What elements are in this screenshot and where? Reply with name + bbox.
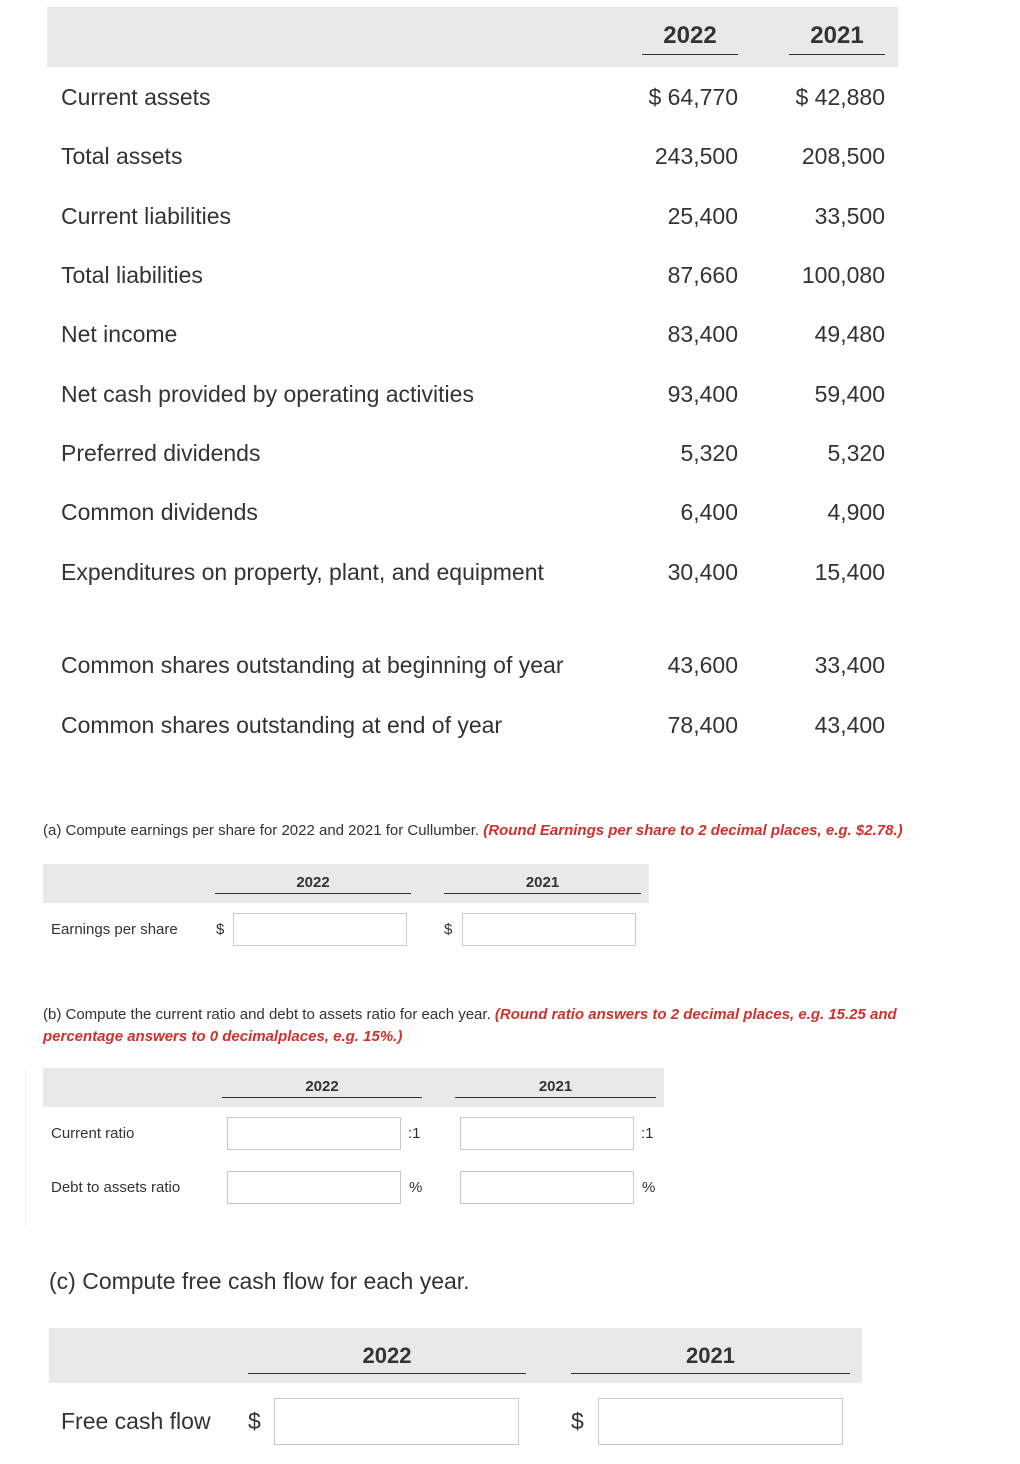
free-cash-flow-label: Free cash flow: [61, 1408, 211, 1434]
question-b-hint-1: (Round ratio answers to 2 decimal places, e.g. 15.25 and: [494, 1006, 897, 1023]
value-capex-2022: 30,400: [667, 559, 738, 585]
question-a-hint: (Round Earnings per share to 2 decimal places, e.g. $2.78.): [483, 822, 903, 839]
debt-to-assets-2022-unit: %: [409, 1179, 423, 1196]
value-current-assets-2022: $ 64,770: [648, 84, 738, 110]
eps-2021-input[interactable]: [462, 913, 636, 946]
value-current-liabilities-2022: 25,400: [667, 203, 738, 229]
question-b: [43, 1004, 897, 1048]
part-b-year-2022: 2022: [222, 1078, 422, 1098]
debt-to-assets-2022-input[interactable]: [227, 1171, 401, 1204]
row-label-shares-end: Common shares outstanding at end of year: [61, 712, 503, 738]
value-shares-end-2021: 43,400: [814, 712, 885, 738]
row-label-total-assets: Total assets: [61, 143, 183, 169]
row-label-current-liabilities: Current liabilities: [61, 203, 232, 229]
value-shares-end-2022: 78,400: [667, 712, 738, 738]
current-ratio-2021-input[interactable]: [460, 1117, 634, 1150]
value-net-cash-operating-2021: 59,400: [814, 381, 885, 407]
question-b-hint-2: percentage answers to 0 decimalplaces, e.g. 15%.): [43, 1028, 403, 1045]
value-net-income-2021: 49,480: [814, 321, 885, 347]
question-a-text: (a) Compute earnings per share for 2022 and 2021 for Cullumber.: [43, 822, 484, 839]
value-common-dividends-2021: 4,900: [827, 499, 885, 525]
part-a-year-2022: 2022: [215, 874, 411, 894]
row-label-net-cash-operating: Net cash provided by operating activities: [61, 381, 474, 407]
row-label-net-income: Net income: [61, 321, 178, 347]
value-total-assets-2022: 243,500: [654, 143, 738, 169]
row-label-preferred-dividends: Preferred dividends: [61, 440, 261, 466]
top-year-2022: 2022: [642, 22, 738, 55]
eps-2022-input[interactable]: [233, 913, 407, 946]
free-cash-flow-2022-input[interactable]: [274, 1398, 519, 1445]
current-ratio-label: Current ratio: [51, 1125, 135, 1142]
value-total-assets-2021: 208,500: [801, 143, 885, 169]
free-cash-flow-2022-currency: $: [248, 1408, 261, 1434]
question-c: (c) Compute free cash flow for each year.: [49, 1268, 470, 1294]
part-a-year-2021: 2021: [444, 874, 641, 894]
value-preferred-dividends-2021: 5,320: [827, 440, 885, 466]
eps-2021-currency: $: [444, 921, 453, 938]
value-current-liabilities-2021: 33,500: [814, 203, 885, 229]
eps-label: Earnings per share: [51, 921, 178, 938]
row-label-shares-beginning: Common shares outstanding at beginning of year: [61, 652, 564, 678]
value-capex-2021: 15,400: [814, 559, 885, 585]
part-c-year-2022: 2022: [248, 1343, 526, 1374]
row-label-current-assets: Current assets: [61, 84, 211, 110]
value-net-cash-operating-2022: 93,400: [667, 381, 738, 407]
eps-2022-currency: $: [216, 921, 225, 938]
debt-to-assets-2021-input[interactable]: [460, 1171, 634, 1204]
current-ratio-2021-unit: :1: [641, 1125, 654, 1142]
row-label-total-liabilities: Total liabilities: [61, 262, 203, 288]
top-table-header: [47, 7, 898, 67]
debt-to-assets-2021-unit: %: [642, 1179, 656, 1196]
current-ratio-2022-unit: :1: [408, 1125, 421, 1142]
free-cash-flow-2021-input[interactable]: [598, 1398, 843, 1445]
value-total-liabilities-2022: 87,660: [667, 262, 738, 288]
part-c-year-2021: 2021: [571, 1343, 850, 1374]
part-b-year-2021: 2021: [455, 1078, 656, 1098]
value-preferred-dividends-2022: 5,320: [680, 440, 738, 466]
value-shares-beginning-2022: 43,600: [667, 652, 738, 678]
current-ratio-2022-input[interactable]: [227, 1117, 401, 1150]
value-net-income-2022: 83,400: [667, 321, 738, 347]
value-total-liabilities-2021: 100,080: [801, 262, 885, 288]
top-year-2021: 2021: [789, 22, 885, 55]
free-cash-flow-2021-currency: $: [571, 1408, 584, 1434]
row-label-common-dividends: Common dividends: [61, 499, 258, 525]
value-common-dividends-2022: 6,400: [680, 499, 738, 525]
value-current-assets-2021: $ 42,880: [795, 84, 885, 110]
row-label-capex: Expenditures on property, plant, and equipment: [61, 559, 544, 585]
value-shares-beginning-2021: 33,400: [814, 652, 885, 678]
question-a: [43, 822, 903, 839]
debt-to-assets-label: Debt to assets ratio: [51, 1179, 181, 1196]
question-b-text: (b) Compute the current ratio and debt to assets ratio for each year.: [43, 1006, 495, 1023]
